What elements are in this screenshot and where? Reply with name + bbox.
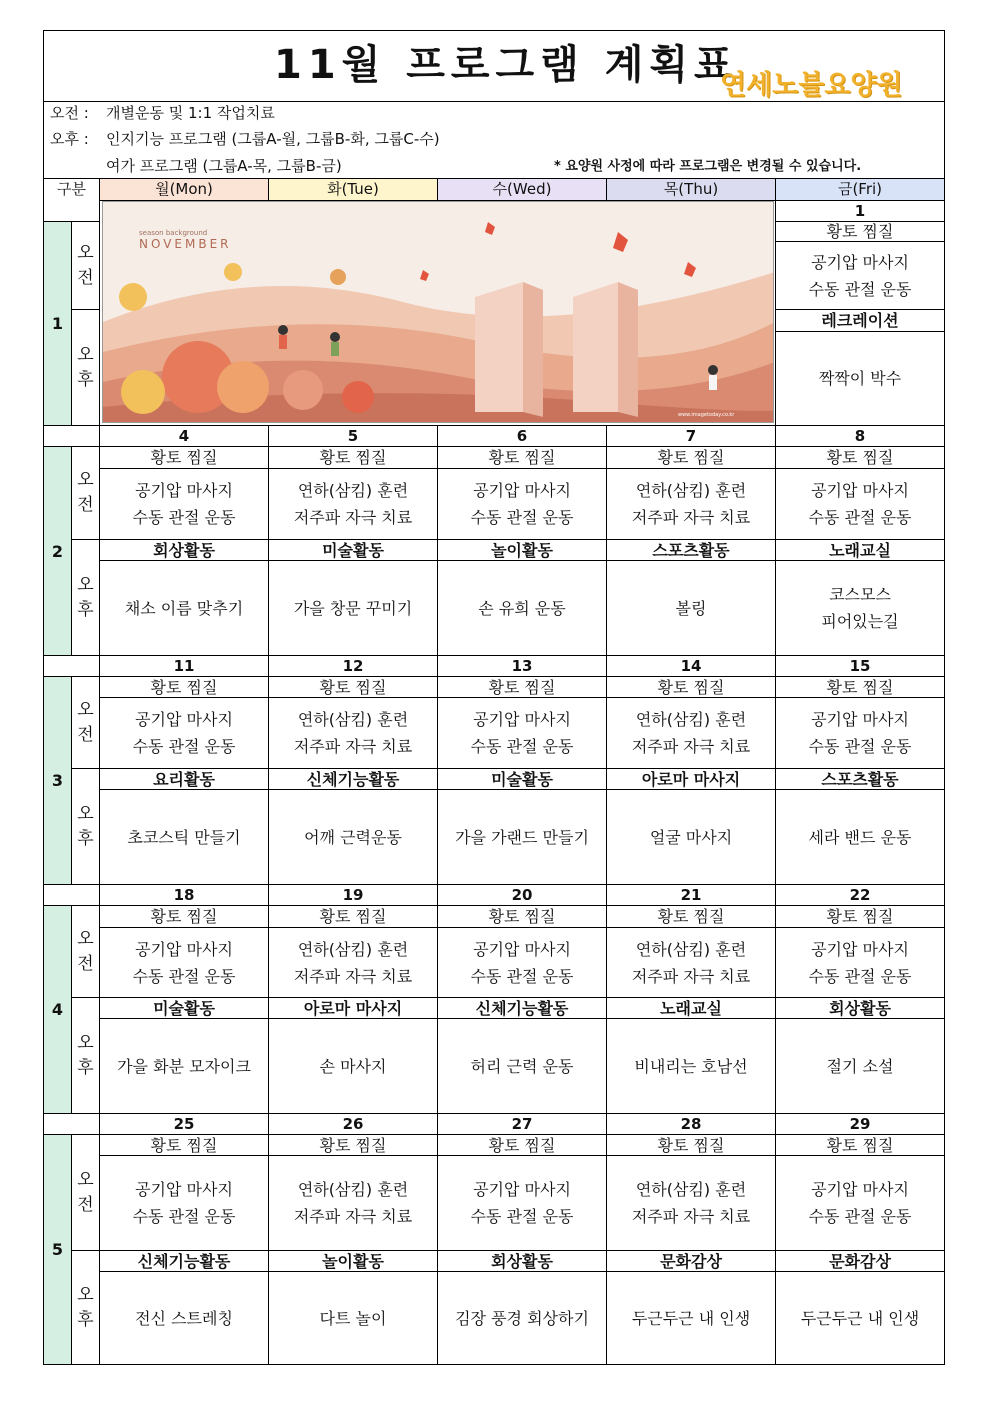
am-activity: 수동 관절 운동 xyxy=(470,966,574,986)
date-number: 1 xyxy=(775,200,944,221)
pm-label-char: 후 xyxy=(77,599,94,620)
pm-activities xyxy=(775,789,944,884)
pm-activities xyxy=(268,1271,437,1364)
am-label-char: 오 xyxy=(77,1169,94,1190)
pm-activities xyxy=(99,560,268,655)
am-label-char: 전 xyxy=(77,267,94,288)
am-activity: 공기압 마사지 xyxy=(135,939,233,959)
pm-category: 레크레이션 xyxy=(775,309,944,331)
pm-category: 놀이활동 xyxy=(437,539,606,560)
am-activities xyxy=(268,1155,437,1250)
pm-activity: 채소 이름 맞추기 xyxy=(124,598,244,618)
date-number: 22 xyxy=(775,884,944,905)
pm-category: 미술활동 xyxy=(437,768,606,789)
pm-label xyxy=(71,997,99,1113)
am-activities xyxy=(437,927,606,997)
november-illustration xyxy=(102,201,774,423)
facility-name: 연세노블요양원 xyxy=(720,70,903,101)
pm-activities xyxy=(606,1018,775,1113)
pm-category: 놀이활동 xyxy=(268,1250,437,1271)
pm-activities xyxy=(606,789,775,884)
week-number: 5 xyxy=(44,1134,71,1364)
am-tag: 황토 찜질 xyxy=(437,905,606,927)
am-label-char: 전 xyxy=(77,1194,94,1215)
pm-activity: 초코스틱 만들기 xyxy=(127,827,241,847)
week-number: 2 xyxy=(44,446,71,655)
pm-activities xyxy=(606,1271,775,1364)
am-activities xyxy=(99,697,268,768)
am-activity: 수동 관절 운동 xyxy=(132,737,236,756)
pm-activity: 피어있는길 xyxy=(821,612,899,631)
am-activity: 연하(삼킴) 훈련 xyxy=(635,1180,747,1199)
am-activity: 저주파 자극 치료 xyxy=(293,737,413,756)
am-activity: 공기압 마사지 xyxy=(811,252,909,272)
am-tag: 황토 찜질 xyxy=(268,446,437,468)
am-activity: 공기압 마사지 xyxy=(811,939,909,959)
pm-label-char: 오 xyxy=(77,1032,94,1053)
am-activity: 공기압 마사지 xyxy=(473,1180,571,1199)
date-number: 19 xyxy=(268,884,437,905)
pm-label xyxy=(71,1250,99,1364)
am-activity: 수동 관절 운동 xyxy=(808,966,912,986)
am-tag: 황토 찜질 xyxy=(99,1134,268,1155)
am-label-char: 오 xyxy=(77,242,94,263)
pm-activities xyxy=(437,1018,606,1113)
pm-activity: 허리 근력 운동 xyxy=(470,1056,574,1076)
am-activity: 연하(삼킴) 훈련 xyxy=(297,710,409,729)
date-number: 18 xyxy=(99,884,268,905)
header-day: 월(Mon) xyxy=(99,178,268,200)
am-activities xyxy=(99,468,268,539)
am-tag: 황토 찜질 xyxy=(775,446,944,468)
am-label xyxy=(71,221,99,309)
pm-category: 아로마 마사지 xyxy=(268,997,437,1018)
am-activity: 공기압 마사지 xyxy=(135,481,233,500)
pm-label-char: 후 xyxy=(77,1309,94,1330)
pm-activity: 절기 소설 xyxy=(826,1056,894,1076)
am-label-char: 전 xyxy=(77,953,94,974)
date-number: 8 xyxy=(775,425,944,446)
pm-activity: 전신 스트레칭 xyxy=(135,1308,233,1328)
am-label-char: 오 xyxy=(77,699,94,720)
pm-category: 신체기능활동 xyxy=(268,768,437,789)
pm-category: 회상활동 xyxy=(775,997,944,1018)
am-activity: 연하(삼킴) 훈련 xyxy=(297,939,409,959)
date-number: 26 xyxy=(268,1113,437,1134)
am-activities xyxy=(606,468,775,539)
week-number: 4 xyxy=(44,905,71,1113)
date-number: 5 xyxy=(268,425,437,446)
pm-category: 노래교실 xyxy=(775,539,944,560)
am-activities xyxy=(775,241,944,309)
am-activity: 수동 관절 운동 xyxy=(808,279,912,299)
am-activities xyxy=(775,927,944,997)
am-activity: 수동 관절 운동 xyxy=(132,1207,236,1226)
pm-category: 신체기능활동 xyxy=(99,1250,268,1271)
page-title: 11월 프로그램 계획표 xyxy=(274,42,739,88)
am-activity: 공기압 마사지 xyxy=(811,1180,909,1199)
pm-activity: 손 마사지 xyxy=(319,1056,387,1076)
note-disclaimer: * 요양원 사정에 따라 프로그램은 변경될 수 있습니다. xyxy=(554,159,862,174)
pm-activities xyxy=(775,1271,944,1364)
pm-activity: 짝짝이 박수 xyxy=(818,369,902,388)
date-number: 21 xyxy=(606,884,775,905)
header-label: 구분 xyxy=(44,178,99,200)
am-activity: 저주파 자극 치료 xyxy=(631,1207,751,1226)
pm-activity: 코스모스 xyxy=(829,585,891,604)
week-spacer xyxy=(44,425,99,446)
pm-activities xyxy=(99,1018,268,1113)
am-activity: 공기압 마사지 xyxy=(135,1180,233,1199)
date-number: 27 xyxy=(437,1113,606,1134)
pm-activity: 김장 풍경 회상하기 xyxy=(455,1308,589,1328)
pm-category: 미술활동 xyxy=(99,997,268,1018)
am-activity: 수동 관절 운동 xyxy=(808,737,912,756)
pm-category: 신체기능활동 xyxy=(437,997,606,1018)
am-activities xyxy=(268,927,437,997)
pm-activity: 어깨 근력운동 xyxy=(304,827,402,847)
image-month-text: NOVEMBER xyxy=(139,237,232,251)
pm-activity: 손 유희 운동 xyxy=(478,598,566,618)
am-activity: 저주파 자극 치료 xyxy=(631,737,751,756)
pm-activity: 세라 밴드 운동 xyxy=(808,827,912,847)
am-tag: 황토 찜질 xyxy=(268,905,437,927)
pm-activity: 가을 창문 꾸미기 xyxy=(293,598,413,618)
week-spacer xyxy=(44,655,99,676)
pm-category: 문화감상 xyxy=(606,1250,775,1271)
pm-category: 회상활동 xyxy=(437,1250,606,1271)
pm-activity: 가을 화분 모자이크 xyxy=(117,1056,251,1076)
date-number: 25 xyxy=(99,1113,268,1134)
am-activities xyxy=(606,927,775,997)
am-activities xyxy=(775,697,944,768)
pm-category: 요리활동 xyxy=(99,768,268,789)
am-tag: 황토 찜질 xyxy=(437,1134,606,1155)
schedule-sheet xyxy=(43,30,945,1365)
am-activity: 수동 관절 운동 xyxy=(808,508,912,527)
am-activity: 수동 관절 운동 xyxy=(470,1207,574,1226)
am-activity: 연하(삼킴) 훈련 xyxy=(635,939,747,959)
am-tag: 황토 찜질 xyxy=(268,676,437,697)
pm-activities xyxy=(437,789,606,884)
am-activities xyxy=(99,1155,268,1250)
pm-activity: 두근두근 내 인생 xyxy=(800,1308,920,1328)
date-number: 15 xyxy=(775,655,944,676)
am-activity: 저주파 자극 치료 xyxy=(631,508,751,527)
note-pm-text1: 인지기능 프로그램 (그룹A-월, 그룹B-화, 그룹C-수) xyxy=(106,130,440,148)
pm-category: 스포츠활동 xyxy=(775,768,944,789)
am-tag: 황토 찜질 xyxy=(775,1134,944,1155)
pm-activities xyxy=(99,1271,268,1364)
pm-activities xyxy=(775,560,944,655)
am-activity: 공기압 마사지 xyxy=(473,710,571,729)
pm-activities xyxy=(99,789,268,884)
date-number: 14 xyxy=(606,655,775,676)
am-activity: 저주파 자극 치료 xyxy=(293,508,413,527)
am-activities xyxy=(99,927,268,997)
am-activities xyxy=(268,697,437,768)
note-am-text: 개별운동 및 1:1 작업치료 xyxy=(106,104,275,122)
am-activities xyxy=(775,468,944,539)
am-activity: 수동 관절 운동 xyxy=(808,1207,912,1226)
date-number: 13 xyxy=(437,655,606,676)
am-activities xyxy=(606,1155,775,1250)
am-label xyxy=(71,446,99,539)
image-caption: season background xyxy=(139,229,208,237)
note-pm-label: 오후 : xyxy=(50,130,89,148)
image-credit: www.imagetoday.co.kr xyxy=(678,412,735,418)
am-activity: 연하(삼킴) 훈련 xyxy=(635,710,747,729)
am-tag: 황토 찜질 xyxy=(775,905,944,927)
pm-activity: 볼링 xyxy=(675,598,707,618)
am-tag: 황토 찜질 xyxy=(268,1134,437,1155)
am-tag: 황토 찜질 xyxy=(99,905,268,927)
week-number: 3 xyxy=(44,676,71,884)
am-activities xyxy=(606,697,775,768)
pm-label-char: 오 xyxy=(77,803,94,824)
pm-label xyxy=(71,539,99,655)
pm-activities xyxy=(268,560,437,655)
pm-category: 문화감상 xyxy=(775,1250,944,1271)
pm-activities xyxy=(437,1271,606,1364)
am-label-char: 오 xyxy=(77,928,94,949)
date-number: 7 xyxy=(606,425,775,446)
pm-label-char: 오 xyxy=(77,344,94,365)
am-label-char: 전 xyxy=(77,495,94,515)
pm-activity: 두근두근 내 인생 xyxy=(631,1308,751,1328)
pm-category: 아로마 마사지 xyxy=(606,768,775,789)
am-tag: 황토 찜질 xyxy=(606,905,775,927)
am-tag: 황토 찜질 xyxy=(437,676,606,697)
pm-category: 미술활동 xyxy=(268,539,437,560)
am-tag: 황토 찜질 xyxy=(606,446,775,468)
header-day: 목(Thu) xyxy=(606,178,775,200)
am-activity: 수동 관절 운동 xyxy=(470,737,574,756)
am-activity: 저주파 자극 치료 xyxy=(631,966,751,986)
am-activity: 연하(삼킴) 훈련 xyxy=(635,481,747,500)
am-activity: 연하(삼킴) 훈련 xyxy=(297,481,409,500)
am-tag: 황토 찜질 xyxy=(606,676,775,697)
note-am-label: 오전 : xyxy=(50,104,89,122)
pm-activities xyxy=(268,1018,437,1113)
am-label-char: 오 xyxy=(77,470,94,490)
date-number: 12 xyxy=(268,655,437,676)
date-number: 11 xyxy=(99,655,268,676)
pm-label-char: 후 xyxy=(77,369,94,390)
week-spacer xyxy=(44,1113,99,1134)
am-label xyxy=(71,1134,99,1250)
am-label xyxy=(71,905,99,997)
date-number: 28 xyxy=(606,1113,775,1134)
pm-activity: 가을 가랜드 만들기 xyxy=(455,827,589,847)
note-pm-text2: 여가 프로그램 (그룹A-목, 그룹B-금) xyxy=(106,157,342,175)
am-tag: 황토 찜질 xyxy=(606,1134,775,1155)
header-day: 금(Fri) xyxy=(775,178,944,200)
date-number: 6 xyxy=(437,425,606,446)
pm-activities xyxy=(775,1018,944,1113)
date-number: 4 xyxy=(99,425,268,446)
am-activity: 저주파 자극 치료 xyxy=(293,1207,413,1226)
am-tag: 황토 찜질 xyxy=(437,446,606,468)
am-tag: 황토 찜질 xyxy=(99,676,268,697)
week-number: 1 xyxy=(44,221,71,425)
pm-label-char: 오 xyxy=(77,574,94,595)
pm-label-char: 후 xyxy=(77,1057,94,1078)
am-activity: 수동 관절 운동 xyxy=(470,508,574,527)
pm-activities xyxy=(437,560,606,655)
pm-label-char: 오 xyxy=(77,1284,94,1305)
week-spacer xyxy=(44,884,99,905)
am-label xyxy=(71,676,99,768)
am-tag: 황토 찜질 xyxy=(775,221,944,241)
header-day: 수(Wed) xyxy=(437,178,606,200)
am-activities xyxy=(775,1155,944,1250)
am-activity: 수동 관절 운동 xyxy=(132,966,236,986)
date-number: 20 xyxy=(437,884,606,905)
pm-label xyxy=(71,768,99,884)
pm-label xyxy=(71,309,99,425)
pm-activities xyxy=(606,560,775,655)
am-activities xyxy=(268,468,437,539)
am-label-char: 전 xyxy=(77,724,94,745)
am-activity: 공기압 마사지 xyxy=(811,481,909,500)
am-activity: 수동 관절 운동 xyxy=(132,508,236,527)
am-activities xyxy=(437,468,606,539)
am-activity: 연하(삼킴) 훈련 xyxy=(297,1180,409,1199)
am-tag: 황토 찜질 xyxy=(775,676,944,697)
pm-category: 노래교실 xyxy=(606,997,775,1018)
am-activity: 공기압 마사지 xyxy=(135,710,233,729)
pm-category: 스포츠활동 xyxy=(606,539,775,560)
pm-activities xyxy=(268,789,437,884)
autumn-landscape-icon xyxy=(103,202,774,423)
am-activity: 공기압 마사지 xyxy=(473,481,571,500)
pm-category: 회상활동 xyxy=(99,539,268,560)
am-tag: 황토 찜질 xyxy=(99,446,268,468)
pm-activities xyxy=(775,331,944,425)
date-number: 29 xyxy=(775,1113,944,1134)
pm-activity: 다트 놀이 xyxy=(319,1308,387,1328)
pm-label-char: 후 xyxy=(77,828,94,849)
pm-activity: 얼굴 마사지 xyxy=(649,827,733,847)
am-activities xyxy=(437,697,606,768)
header-day: 화(Tue) xyxy=(268,178,437,200)
pm-activity: 비내리는 호남선 xyxy=(634,1056,748,1076)
am-activity: 저주파 자극 치료 xyxy=(293,966,413,986)
am-activities xyxy=(437,1155,606,1250)
am-activity: 공기압 마사지 xyxy=(473,939,571,959)
am-activity: 공기압 마사지 xyxy=(811,710,909,729)
